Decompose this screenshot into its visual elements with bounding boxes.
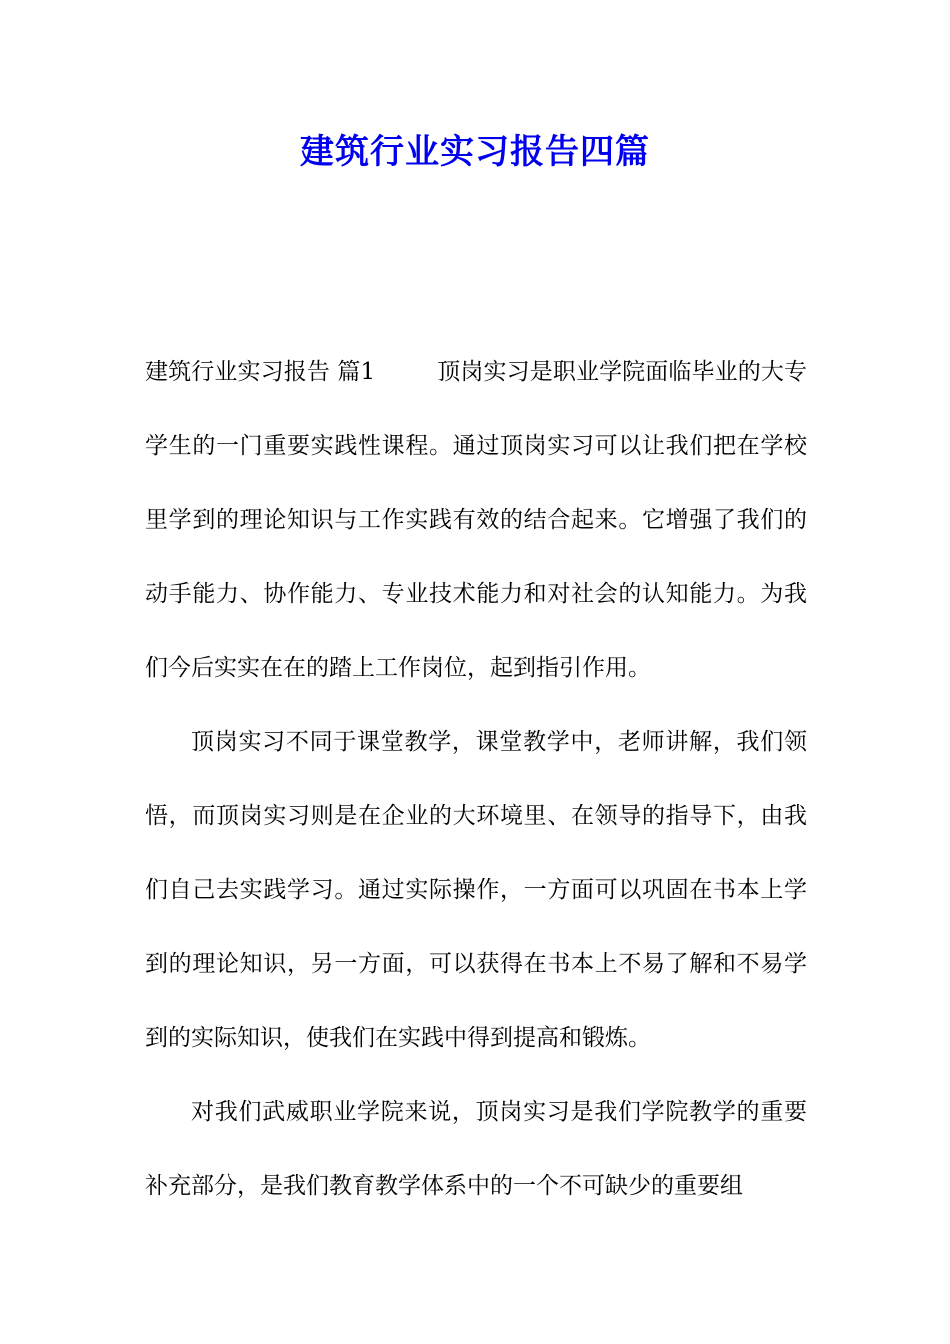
paragraph-1-text: 顶岗实习是职业学院面临毕业的大专学生的一门重要实践性课程。通过顶岗实习可以让我们把在学校里学到的理论知识与工作实践有效的结合起来。它增强了我们的动手能力、协作能力、专业技术能力和对社会的认知能力。为我们今后实实在在的踏上工作岗位，起到指引作用。 [145, 359, 807, 681]
section-heading: 建筑行业实习报告 篇1 [145, 359, 376, 385]
paragraph-2: 顶岗实习不同于课堂教学，课堂教学中，老师讲解，我们领悟，而顶岗实习则是在企业的大环境里、在领导的指导下，由我们自己去实践学习。通过实际操作，一方面可以巩固在书本上学到的理论知识，另一方面，可以获得在书本上不易了解和不易学到的实际知识，使我们在实践中得到提高和锻炼。 [145, 729, 807, 1051]
paragraph-3: 对我们武威职业学院来说，顶岗实习是我们学院教学的重要补充部分，是我们教育教学体系中的一个不可缺少的重要组 [145, 1099, 807, 1199]
paragraph-1 [145, 335, 807, 705]
document-body [145, 335, 807, 1223]
document-title: 建筑行业实习报告四篇 [300, 132, 650, 172]
